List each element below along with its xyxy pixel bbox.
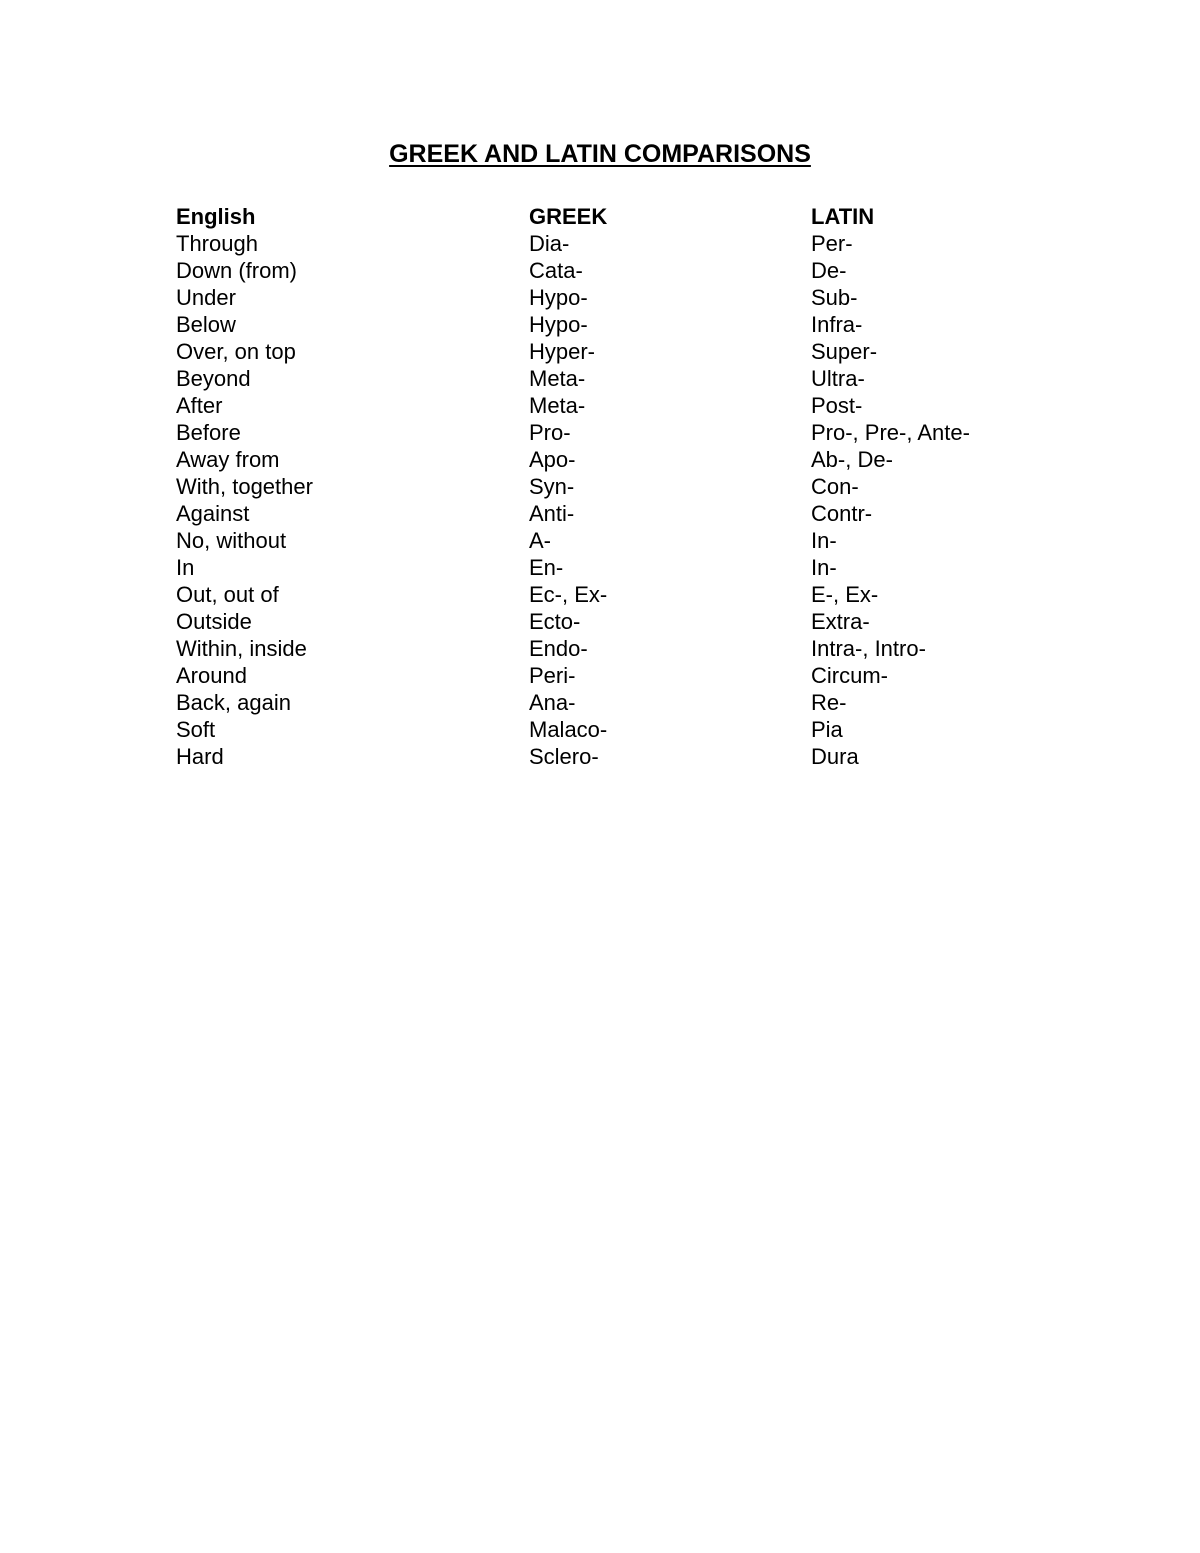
cell-latin: Ab-, De- bbox=[811, 447, 893, 472]
cell-english: Beyond bbox=[176, 366, 251, 391]
cell-greek: Meta- bbox=[529, 393, 586, 418]
cell-latin: Ultra- bbox=[811, 366, 865, 391]
cell-greek: Dia- bbox=[529, 231, 570, 256]
cell-english: No, without bbox=[176, 528, 287, 553]
cell-latin: Pro-, Pre-, Ante- bbox=[811, 420, 970, 445]
cell-latin: Post- bbox=[811, 393, 863, 418]
cell-english: Through bbox=[176, 231, 258, 256]
cell-english: Down (from) bbox=[176, 258, 298, 283]
cell-english: Around bbox=[176, 663, 247, 688]
cell-greek: Ecto- bbox=[529, 609, 581, 634]
cell-greek: Hypo- bbox=[529, 285, 588, 310]
cell-greek: Hypo- bbox=[529, 312, 588, 337]
cell-greek: Pro- bbox=[529, 420, 571, 445]
cell-greek: Syn- bbox=[529, 474, 575, 499]
cell-greek: Hyper- bbox=[529, 339, 596, 364]
cell-latin: E-, Ex- bbox=[811, 582, 879, 607]
page-title: GREEK AND LATIN COMPARISONS bbox=[389, 140, 811, 168]
cell-greek: Cata- bbox=[529, 258, 583, 283]
cell-greek: Ec-, Ex- bbox=[529, 582, 608, 607]
cell-greek: Endo- bbox=[529, 636, 588, 661]
header-greek: GREEK bbox=[529, 204, 608, 229]
cell-english: With, together bbox=[176, 474, 313, 499]
cell-latin: Pia bbox=[811, 717, 843, 742]
cell-english: After bbox=[176, 393, 223, 418]
header-english: English bbox=[176, 204, 256, 229]
cell-english: Below bbox=[176, 312, 236, 337]
cell-greek: Meta- bbox=[529, 366, 586, 391]
cell-english: In bbox=[176, 555, 195, 580]
cell-english: Before bbox=[176, 420, 241, 445]
cell-latin: In- bbox=[811, 528, 837, 553]
cell-english: Hard bbox=[176, 744, 224, 769]
cell-latin: Sub- bbox=[811, 285, 858, 310]
cell-latin: Contr- bbox=[811, 501, 873, 526]
cell-greek: A- bbox=[529, 528, 551, 553]
cell-greek: En- bbox=[529, 555, 564, 580]
cell-english: Outside bbox=[176, 609, 252, 634]
cell-latin: Infra- bbox=[811, 312, 863, 337]
cell-greek: Sclero- bbox=[529, 744, 599, 769]
cell-latin: Dura bbox=[811, 744, 859, 769]
header-latin: LATIN bbox=[811, 204, 875, 229]
cell-english: Over, on top bbox=[176, 339, 296, 364]
cell-english: Under bbox=[176, 285, 236, 310]
cell-greek: Malaco- bbox=[529, 717, 608, 742]
cell-latin: In- bbox=[811, 555, 837, 580]
cell-english: Away from bbox=[176, 447, 280, 472]
cell-greek: Peri- bbox=[529, 663, 576, 688]
cell-latin: Re- bbox=[811, 690, 847, 715]
cell-english: Back, again bbox=[176, 690, 291, 715]
cell-english: Within, inside bbox=[176, 636, 307, 661]
cell-greek: Ana- bbox=[529, 690, 576, 715]
cell-latin: Con- bbox=[811, 474, 859, 499]
cell-greek: Anti- bbox=[529, 501, 575, 526]
cell-latin: Intra-, Intro- bbox=[811, 636, 926, 661]
cell-english: Against bbox=[176, 501, 250, 526]
cell-latin: Extra- bbox=[811, 609, 870, 634]
cell-latin: De- bbox=[811, 258, 847, 283]
cell-latin: Circum- bbox=[811, 663, 888, 688]
cell-english: Out, out of bbox=[176, 582, 279, 607]
cell-english: Soft bbox=[176, 717, 216, 742]
cell-latin: Super- bbox=[811, 339, 878, 364]
cell-latin: Per- bbox=[811, 231, 853, 256]
cell-greek: Apo- bbox=[529, 447, 576, 472]
